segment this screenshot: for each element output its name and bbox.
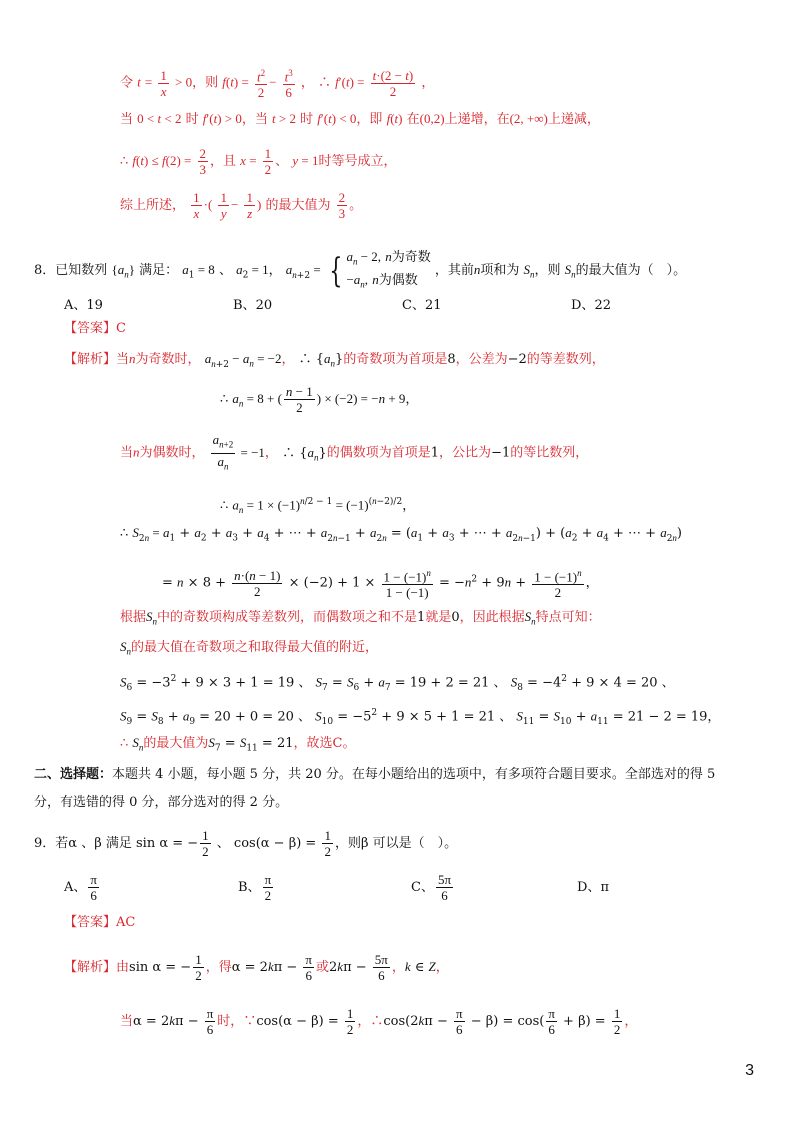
q8-analysis-line-11: ∴ $S_n$的最大值为$S_7 = S_{11} = 21$，故选C。 xyxy=(120,735,356,754)
q9-stem: 9．若α 、β 满足 sin α = − $\frac{1}{2}$ 、 cos(α − β) = $\frac{1}{2}$ ，则β 可以是（ ）。 xyxy=(34,828,458,859)
section-2-heading: 二、选择题：本题共 4 小题，每小题 5 分，共 20 分。在每小题给出的选项中，有多项符合题目要求。全部选对的得 5 xyxy=(34,767,716,782)
q9-option-b[interactable]: B、 $\frac{\pi}{2}$ xyxy=(238,872,272,903)
q8-option-a[interactable]: A、19 xyxy=(64,298,103,313)
q8-stem: 8．已知数列 $\{a_n\}$ 满足： $a_1 = 8$ 、 $a_2 = 1$， $a_{n+2}$ = { $a_n - 2$, n为奇数 $-a_n$, n为偶数 ，其前n项和为 $S_n$，则 $S_n$的最大值为（ ）。 xyxy=(34,249,687,291)
q8-answer: 【答案】C xyxy=(64,321,126,336)
q8-analysis-line-1: 【解析】当n为奇数时， $a_{n+2} - a_n = -2$， ∴ $\{a_n\}$的奇数项为首项是8，公差为−2的等差数列， xyxy=(64,351,605,370)
q9-option-a[interactable]: A、 $\frac{\pi}{6}$ xyxy=(64,872,97,903)
q8-analysis-line-2: ∴ $a_n = 8$ + ( $\frac{n - 1}{2}$ ) × (−2) = −n + 9， xyxy=(220,384,419,415)
solution-line-1: 令 t = $\frac{1}{x}$ > 0，则 f(t) = $\frac{t^2}{2}$ − $\frac{t^3}{6}$ ， ∴ f′(t) = $\frac{t\cdot(2 - t)}{2}$ ， xyxy=(120,67,435,101)
q9-option-c[interactable]: C、 $\frac{5\pi}{6}$ xyxy=(411,872,452,903)
q9-analysis-line-2: 当α = 2kπ − $\frac{\pi}{6}$ 时，∵cos(α − β) = $\frac{1}{2}$ ，∴cos(2kπ − $\frac{\pi}{6}$ − β) = cos( $\frac{\pi}{6}$ + β) = $\frac{1}{2}$ ， xyxy=(120,1006,638,1037)
q8-analysis-line-9: $S_6 = -3^2 + 9 \times 3 + 1 = 19$ 、 $S_7 = S_6 + a_7 = 19 + 2 = 21$ 、 $S_8 = -4^2 + 9 \times 4 = 20$ 、 xyxy=(120,674,675,693)
q8-option-c[interactable]: C、21 xyxy=(402,298,442,313)
q8-analysis-line-3: 当n为偶数时， $\frac{a_{n+2}}{a_n}$ = −1， ∴ $\{a_n\}$的偶数项为首项是1，公比为−1的等比数列， xyxy=(120,432,589,472)
q8-analysis-line-4: ∴ $a_n = 1 \times (-1)^{n/2 - 1} = (-1)^{(n-2)/2}$， xyxy=(220,496,416,515)
solution-line-2: 当 0 < t < 2 时 f′(t) > 0，当 t > 2 时 f′(t) < 0，即 f(t) 在(0,2)上递增，在(2, +∞)上递减， xyxy=(120,111,600,127)
solution-line-4: 综上所述， $\frac{1}{x}$ ·( $\frac{1}{y}$ − $\frac{1}{z}$ ) 的最大值为 $\frac{2}{3}$ 。 xyxy=(120,190,363,221)
section-2-heading-line-2: 分，有选错的得 0 分，部分选对的得 2 分。 xyxy=(34,795,289,810)
q8-analysis-line-5: ∴ $S_{2n} = a_1 + a_2 + a_3 + a_4$ + ⋯ + $a_{2n-1} + a_{2n} = (a_1 + a_3$ + ⋯ + $a_{2n-1}) + (a_2 + a_4$ + ⋯ + $a_{2n}$) xyxy=(120,525,682,544)
q8-analysis-line-10: $S_9 = S_8 + a_9 = 20 + 0 = 20$ 、 $S_{10} = -5^2 + 9 \times 5 + 1 = 21$ 、 $S_{11} = S_{10} + a_{11} = 21 - 2 = 19$， xyxy=(120,708,721,727)
page-number: 3 xyxy=(745,1062,754,1079)
q8-option-d[interactable]: D、22 xyxy=(571,298,611,313)
q8-analysis-line-8: $S_n$的最大值在奇数项之和取得最大值的附近， xyxy=(120,639,379,657)
q9-option-d[interactable]: D、π xyxy=(577,880,609,895)
q8-analysis-line-6: = n × 8 + $\frac{n\cdot(n - 1)}{2}$ × (−2) + 1 × $\frac{1 - (-1)^n}{1 - (-1)}$ = $-n^2 + 9n$ + $\frac{1 - (-1)^n}{2}$ ， xyxy=(162,567,599,601)
solution-line-3: ∴ f(t) ≤ f(2) = $\frac{2}{3}$ ，且 x = $\frac{1}{2}$ 、 y = 1时等号成立， xyxy=(120,146,397,177)
q8-analysis-line-7: 根据$S_n$中的奇数项构成等差数列，而偶数项之和不是1就是0，因此根据$S_n$特点可知： xyxy=(120,609,601,627)
q8-option-b[interactable]: B、20 xyxy=(233,298,273,313)
q9-analysis-line-1: 【解析】由sin α = − $\frac{1}{2}$ ，得α = 2kπ − $\frac{\pi}{6}$ 或2kπ − $\frac{5\pi}{6}$ ，k ∈ Z， xyxy=(64,952,449,983)
q9-answer: 【答案】AC xyxy=(64,915,136,930)
